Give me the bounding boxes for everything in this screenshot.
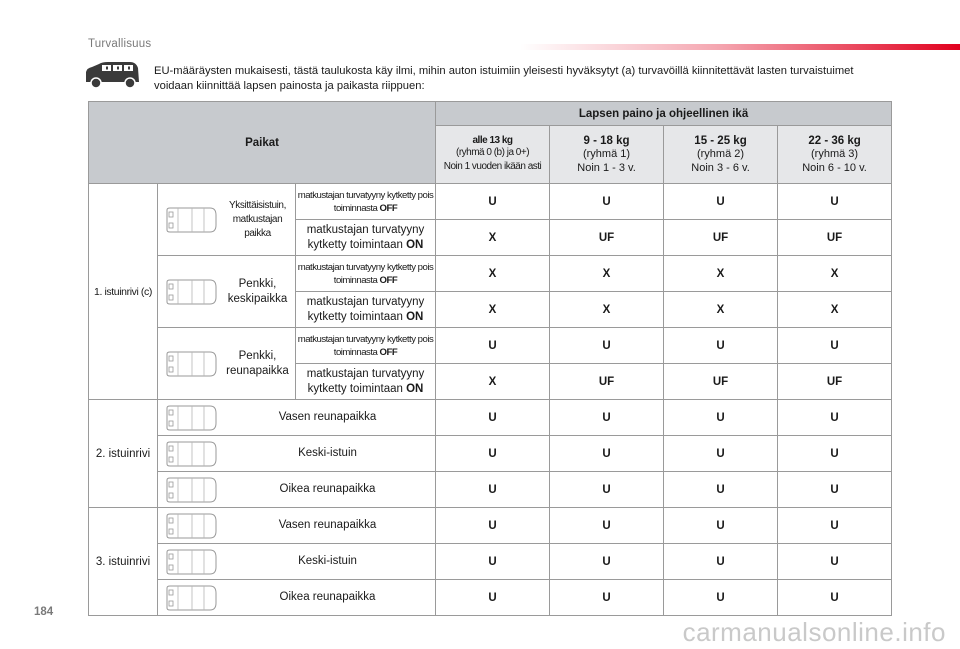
value-cell: X <box>778 256 892 292</box>
airbag-on-label: matkustajan turvatyyny kytketty toimintaan ON <box>296 220 436 256</box>
van-silhouette-icon <box>82 58 142 94</box>
value-cell: U <box>778 472 892 508</box>
value-cell: U <box>664 472 778 508</box>
airbag-off-label: matkustajan turvatyyny kytketty pois toiminnasta OFF <box>296 256 436 292</box>
airbag-on-label: matkustajan turvatyyny kytketty toimintaan ON <box>296 364 436 400</box>
value-cell: U <box>436 508 550 544</box>
car-seat-diagram-icon <box>164 512 218 540</box>
group-header-0: alle 13 kg (ryhmä 0 (b) ja 0+) Noin 1 vuoden ikään asti <box>436 126 550 184</box>
group-header-1: 9 - 18 kg (ryhmä 1) Noin 1 - 3 v. <box>550 126 664 184</box>
row1-seat-0: Yksittäisistuin, matkustajan paikka <box>158 184 296 256</box>
watermark-text: carmanualsonline.info <box>682 617 946 647</box>
airbag-on-label: matkustajan turvatyyny kytketty toimintaan ON <box>296 292 436 328</box>
value-cell: U <box>550 436 664 472</box>
weight-header: Lapsen paino ja ohjeellinen ikä <box>436 102 892 126</box>
value-cell: UF <box>664 220 778 256</box>
value-cell: U <box>778 184 892 220</box>
group-header-2: 15 - 25 kg (ryhmä 2) Noin 3 - 6 v. <box>664 126 778 184</box>
value-cell: U <box>550 184 664 220</box>
value-cell: UF <box>778 220 892 256</box>
value-cell: U <box>436 472 550 508</box>
value-cell: X <box>436 364 550 400</box>
value-cell: U <box>778 328 892 364</box>
intro-text: EU-määräysten mukaisesti, tästä taulukosta käy ilmi, mihin auton istuimiin yleisesti hyväksytyt (a) turvavöillä kiinnitettävät lasten turvaistuimet voidaan kiinnittää lapsen painosta ja paikasta riippuen: <box>154 65 854 92</box>
section-title: Turvallisuus <box>88 38 152 50</box>
row2-seat-0: Vasen reunapaikka <box>158 400 436 436</box>
row2-seat-1: Keski-istuin <box>158 436 436 472</box>
value-cell: X <box>436 220 550 256</box>
value-cell: U <box>664 508 778 544</box>
car-seat-diagram-icon <box>164 548 218 576</box>
value-cell: U <box>436 184 550 220</box>
value-cell: U <box>664 400 778 436</box>
row3-label: 3. istuinrivi <box>89 508 158 616</box>
car-seat-diagram-icon <box>164 584 218 612</box>
car-seat-diagram-icon <box>164 278 218 306</box>
row3-seat-0: Vasen reunapaikka <box>158 508 436 544</box>
value-cell: X <box>664 256 778 292</box>
value-cell: U <box>778 544 892 580</box>
row3-seat-1: Keski-istuin <box>158 544 436 580</box>
group-header-3: 22 - 36 kg (ryhmä 3) Noin 6 - 10 v. <box>778 126 892 184</box>
value-cell: X <box>436 256 550 292</box>
value-cell: U <box>550 328 664 364</box>
value-cell: UF <box>778 364 892 400</box>
car-seat-diagram-icon <box>164 440 218 468</box>
header-accent-bar <box>520 44 960 50</box>
car-seat-diagram-icon <box>164 206 218 234</box>
value-cell: U <box>550 472 664 508</box>
value-cell: X <box>664 292 778 328</box>
value-cell: U <box>550 508 664 544</box>
car-seat-diagram-icon <box>164 476 218 504</box>
value-cell: U <box>778 400 892 436</box>
places-header: Paikat <box>89 102 436 184</box>
value-cell: U <box>436 328 550 364</box>
row3-seat-2: Oikea reunapaikka <box>158 580 436 616</box>
value-cell: U <box>778 508 892 544</box>
row2-seat-2: Oikea reunapaikka <box>158 472 436 508</box>
value-cell: U <box>664 544 778 580</box>
row2-label: 2. istuinrivi <box>89 400 158 508</box>
value-cell: UF <box>550 220 664 256</box>
airbag-off-label: matkustajan turvatyyny kytketty pois toiminnasta OFF <box>296 184 436 220</box>
row1-seat-2: Penkki, reunapaikka <box>158 328 296 400</box>
airbag-off-label: matkustajan turvatyyny kytketty pois toiminnasta OFF <box>296 328 436 364</box>
value-cell: U <box>436 580 550 616</box>
value-cell: U <box>664 580 778 616</box>
value-cell: U <box>778 436 892 472</box>
value-cell: U <box>550 544 664 580</box>
car-seat-diagram-icon <box>164 350 218 378</box>
value-cell: U <box>550 580 664 616</box>
value-cell: U <box>778 580 892 616</box>
value-cell: X <box>550 256 664 292</box>
value-cell: U <box>664 328 778 364</box>
row1-label: 1. istuinrivi (c) <box>89 184 158 400</box>
value-cell: X <box>436 292 550 328</box>
value-cell: U <box>664 184 778 220</box>
value-cell: U <box>550 400 664 436</box>
value-cell: UF <box>664 364 778 400</box>
value-cell: X <box>778 292 892 328</box>
page-number: 184 <box>34 606 54 618</box>
value-cell: U <box>436 400 550 436</box>
child-seat-table <box>88 101 892 616</box>
value-cell: X <box>550 292 664 328</box>
row1-seat-1: Penkki, keskipaikka <box>158 256 296 328</box>
car-seat-diagram-icon <box>164 404 218 432</box>
value-cell: U <box>436 436 550 472</box>
value-cell: U <box>436 544 550 580</box>
value-cell: UF <box>550 364 664 400</box>
value-cell: U <box>664 436 778 472</box>
